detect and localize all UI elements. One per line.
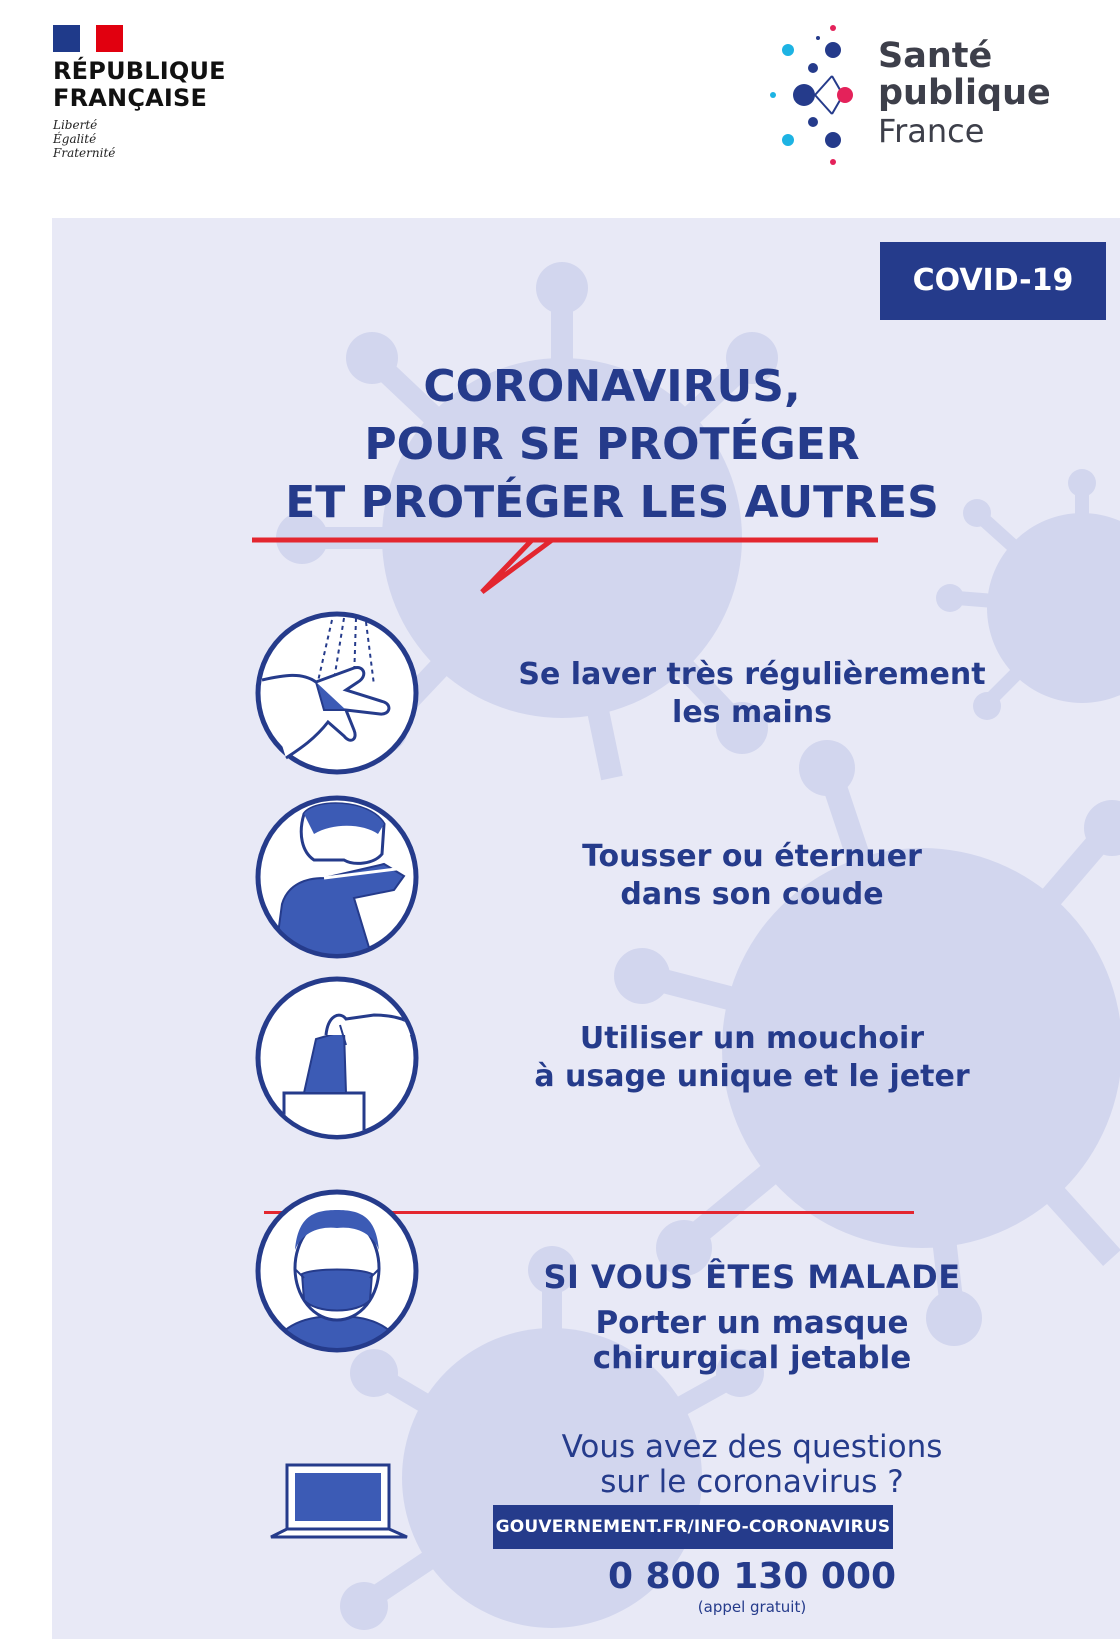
title-line-3: ET PROTÉGER LES AUTRES <box>285 477 939 528</box>
hand-washing-icon <box>254 610 420 776</box>
step-tissue: Utiliser un mouchoir à usage unique et le jeter <box>534 1021 970 1094</box>
phone-number[interactable]: 0 800 130 000 <box>607 1556 897 1597</box>
spf-name-line3: France <box>878 112 985 150</box>
republic-name: RÉPUBLIQUE FRANÇAISE <box>53 57 226 112</box>
republique-francaise-logo <box>53 25 226 160</box>
sick-heading: SI VOUS ÊTES MALADE <box>543 1258 961 1296</box>
step-cough-elbow: Tousser ou éternuer dans son coude <box>582 839 922 912</box>
sante-publique-france-logo <box>770 20 1070 170</box>
french-flag-icon <box>53 25 123 52</box>
questions-text: Vous avez des questions sur le coronavirus ? <box>561 1429 943 1500</box>
spf-name-line1: Santé <box>878 36 993 76</box>
tissue-icon <box>254 975 420 1141</box>
republic-motto: Liberté Égalité Fraternité <box>53 118 116 160</box>
step-wash-hands: Se laver très régulièrement les mains <box>518 657 986 730</box>
face-mask-icon <box>254 1188 420 1354</box>
speech-bubble-underline <box>252 536 892 606</box>
covid-19-badge: COVID-19 <box>880 242 1106 320</box>
sick-instruction: Porter un masque chirurgical jetable <box>592 1305 912 1376</box>
title-line-2: POUR SE PROTÉGER <box>364 419 860 470</box>
poster-panel <box>52 218 1120 1639</box>
cough-elbow-icon <box>254 794 420 960</box>
page-title <box>232 358 992 532</box>
header <box>0 0 1120 215</box>
title-line-1: CORONAVIRUS, <box>423 361 801 412</box>
phone-note: (appel gratuit) <box>697 1598 807 1616</box>
molecule-icon <box>770 20 880 170</box>
laptop-icon <box>267 1463 412 1543</box>
spf-name-line2: publique <box>878 73 1051 113</box>
info-url-link[interactable]: GOUVERNEMENT.FR/INFO-CORONAVIRUS <box>493 1505 893 1549</box>
